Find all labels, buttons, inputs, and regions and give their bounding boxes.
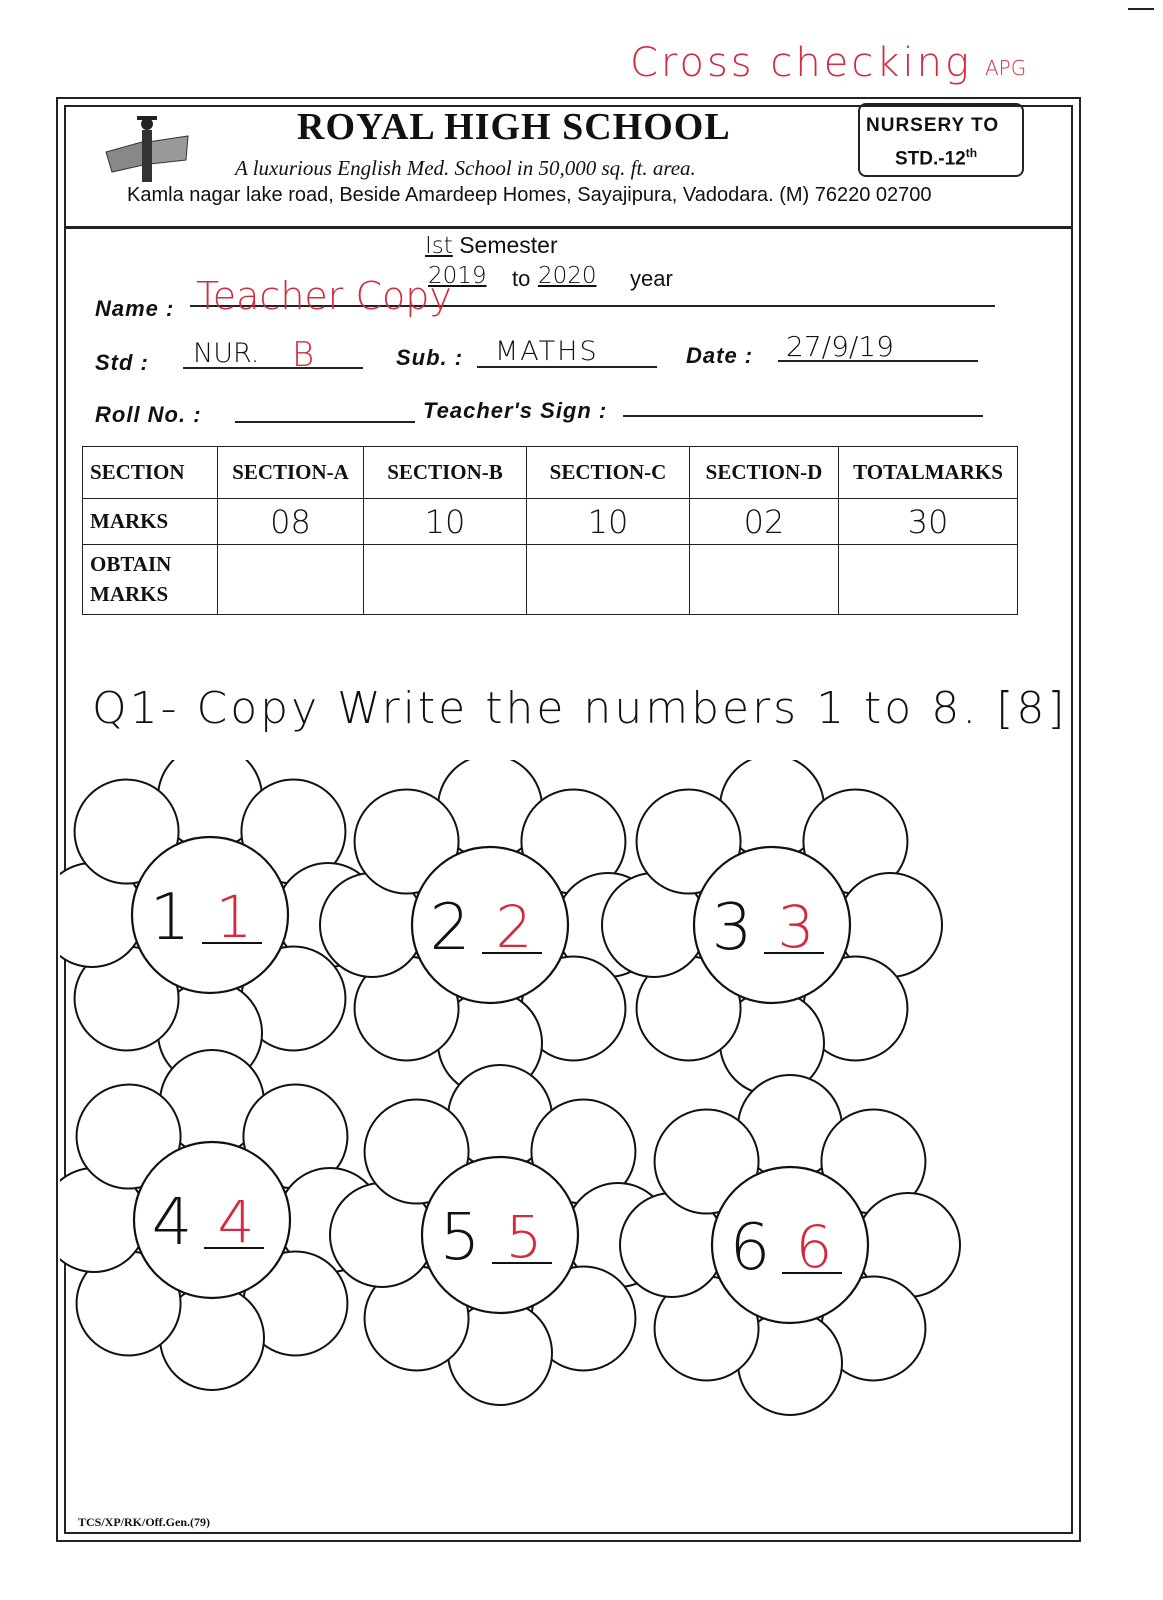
obtain-marks-cell[interactable] (527, 545, 690, 615)
flower-printed-number: 5 (439, 1201, 481, 1275)
marks-cell: 10 (364, 499, 527, 545)
flower-printed-number: 4 (151, 1186, 193, 1260)
footer-code: TCS/XP/RK/Off.Gen.(79) (78, 1515, 210, 1529)
checker-initials: APG (985, 56, 1027, 80)
semester-line (425, 232, 558, 259)
std-range-text: STD.-12 (895, 148, 966, 170)
question-text: Q1- Copy Write the numbers 1 to 8. [8] (92, 683, 1068, 734)
std-range-line2 (895, 146, 977, 170)
year-from: 2019 (428, 263, 487, 289)
flower-printed-number: 3 (711, 891, 753, 965)
school-tagline: A luxurious English Med. School in 50,000 sq. ft. area. (235, 156, 696, 180)
date-value: 27/9/19 (786, 330, 894, 363)
flower-printed-number: 1 (149, 881, 191, 955)
cross-checking-note: Cross checking (630, 40, 972, 86)
std-range-line1: NURSERY TO (866, 115, 1000, 136)
table-header-cell: TOTALMARKS (839, 447, 1018, 499)
marks-table (82, 446, 1018, 615)
semester-word: Semester (459, 232, 558, 258)
teacher-sign-label: Teacher's Sign : (423, 398, 608, 423)
school-logo-icon (102, 112, 194, 192)
obtain-label-1: OBTAIN (90, 552, 172, 577)
marks-row-label: MARKS (83, 499, 218, 545)
table-row (83, 545, 1018, 615)
school-name: ROYAL HIGH SCHOOL (297, 106, 731, 148)
teacher-sign-line (623, 415, 983, 417)
flower-written-number: 3 (777, 893, 815, 961)
corner-mark (1128, 8, 1154, 10)
std-value: NUR. (193, 338, 260, 369)
table-header-cell: SECTION-B (364, 447, 527, 499)
flower-written-number: 6 (795, 1213, 833, 1281)
obtain-label-2: MARKS (90, 581, 169, 606)
obtain-marks-label (83, 545, 218, 615)
obtain-marks-cell[interactable] (218, 545, 364, 615)
marks-cell: 08 (218, 499, 364, 545)
flowers-area (60, 760, 1050, 1460)
name-value: Teacher Copy (196, 274, 452, 318)
flower-3 (602, 760, 942, 1095)
table-header-row (83, 447, 1018, 499)
table-row (83, 499, 1018, 545)
table-header-cell: SECTION-A (218, 447, 364, 499)
table-header-cell: SECTION (83, 447, 218, 499)
year-word: year (630, 266, 673, 291)
marks-cell: 02 (690, 499, 839, 545)
flower-written-number: 1 (215, 883, 253, 951)
name-label: Name : (95, 296, 175, 321)
obtain-marks-cell[interactable] (690, 545, 839, 615)
year-to: 2020 (538, 263, 597, 289)
flower-written-number: 5 (505, 1203, 543, 1271)
marks-cell: 10 (527, 499, 690, 545)
year-to-word: to (512, 266, 531, 291)
school-address: Kamla nagar lake road, Beside Amardeep Homes, Sayajipura, Vadodara. (M) 76220 02700 (127, 184, 932, 206)
flower-6 (620, 1075, 960, 1415)
obtain-marks-cell[interactable] (364, 545, 527, 615)
flower-printed-number: 2 (429, 891, 471, 965)
subject-label: Sub. : (396, 345, 464, 370)
flower-written-number: 2 (495, 893, 533, 961)
semester-number: Ist (425, 233, 453, 259)
header-divider (64, 226, 1073, 229)
marks-cell: 30 (839, 499, 1018, 545)
roll-no-field-line (235, 421, 415, 423)
subject-value: MATHS (495, 336, 599, 367)
std-label: Std : (95, 350, 149, 375)
flower-written-number: 4 (217, 1188, 255, 1256)
table-header-cell: SECTION-C (527, 447, 690, 499)
flower-printed-number: 6 (729, 1211, 771, 1285)
flower-5 (330, 1065, 670, 1405)
std-section-value: B (292, 335, 315, 375)
table-header-cell: SECTION-D (690, 447, 839, 499)
roll-no-label: Roll No. : (95, 402, 202, 427)
std-range-sup: th (965, 146, 978, 160)
obtain-marks-cell[interactable] (839, 545, 1018, 615)
date-label: Date : (686, 343, 754, 368)
